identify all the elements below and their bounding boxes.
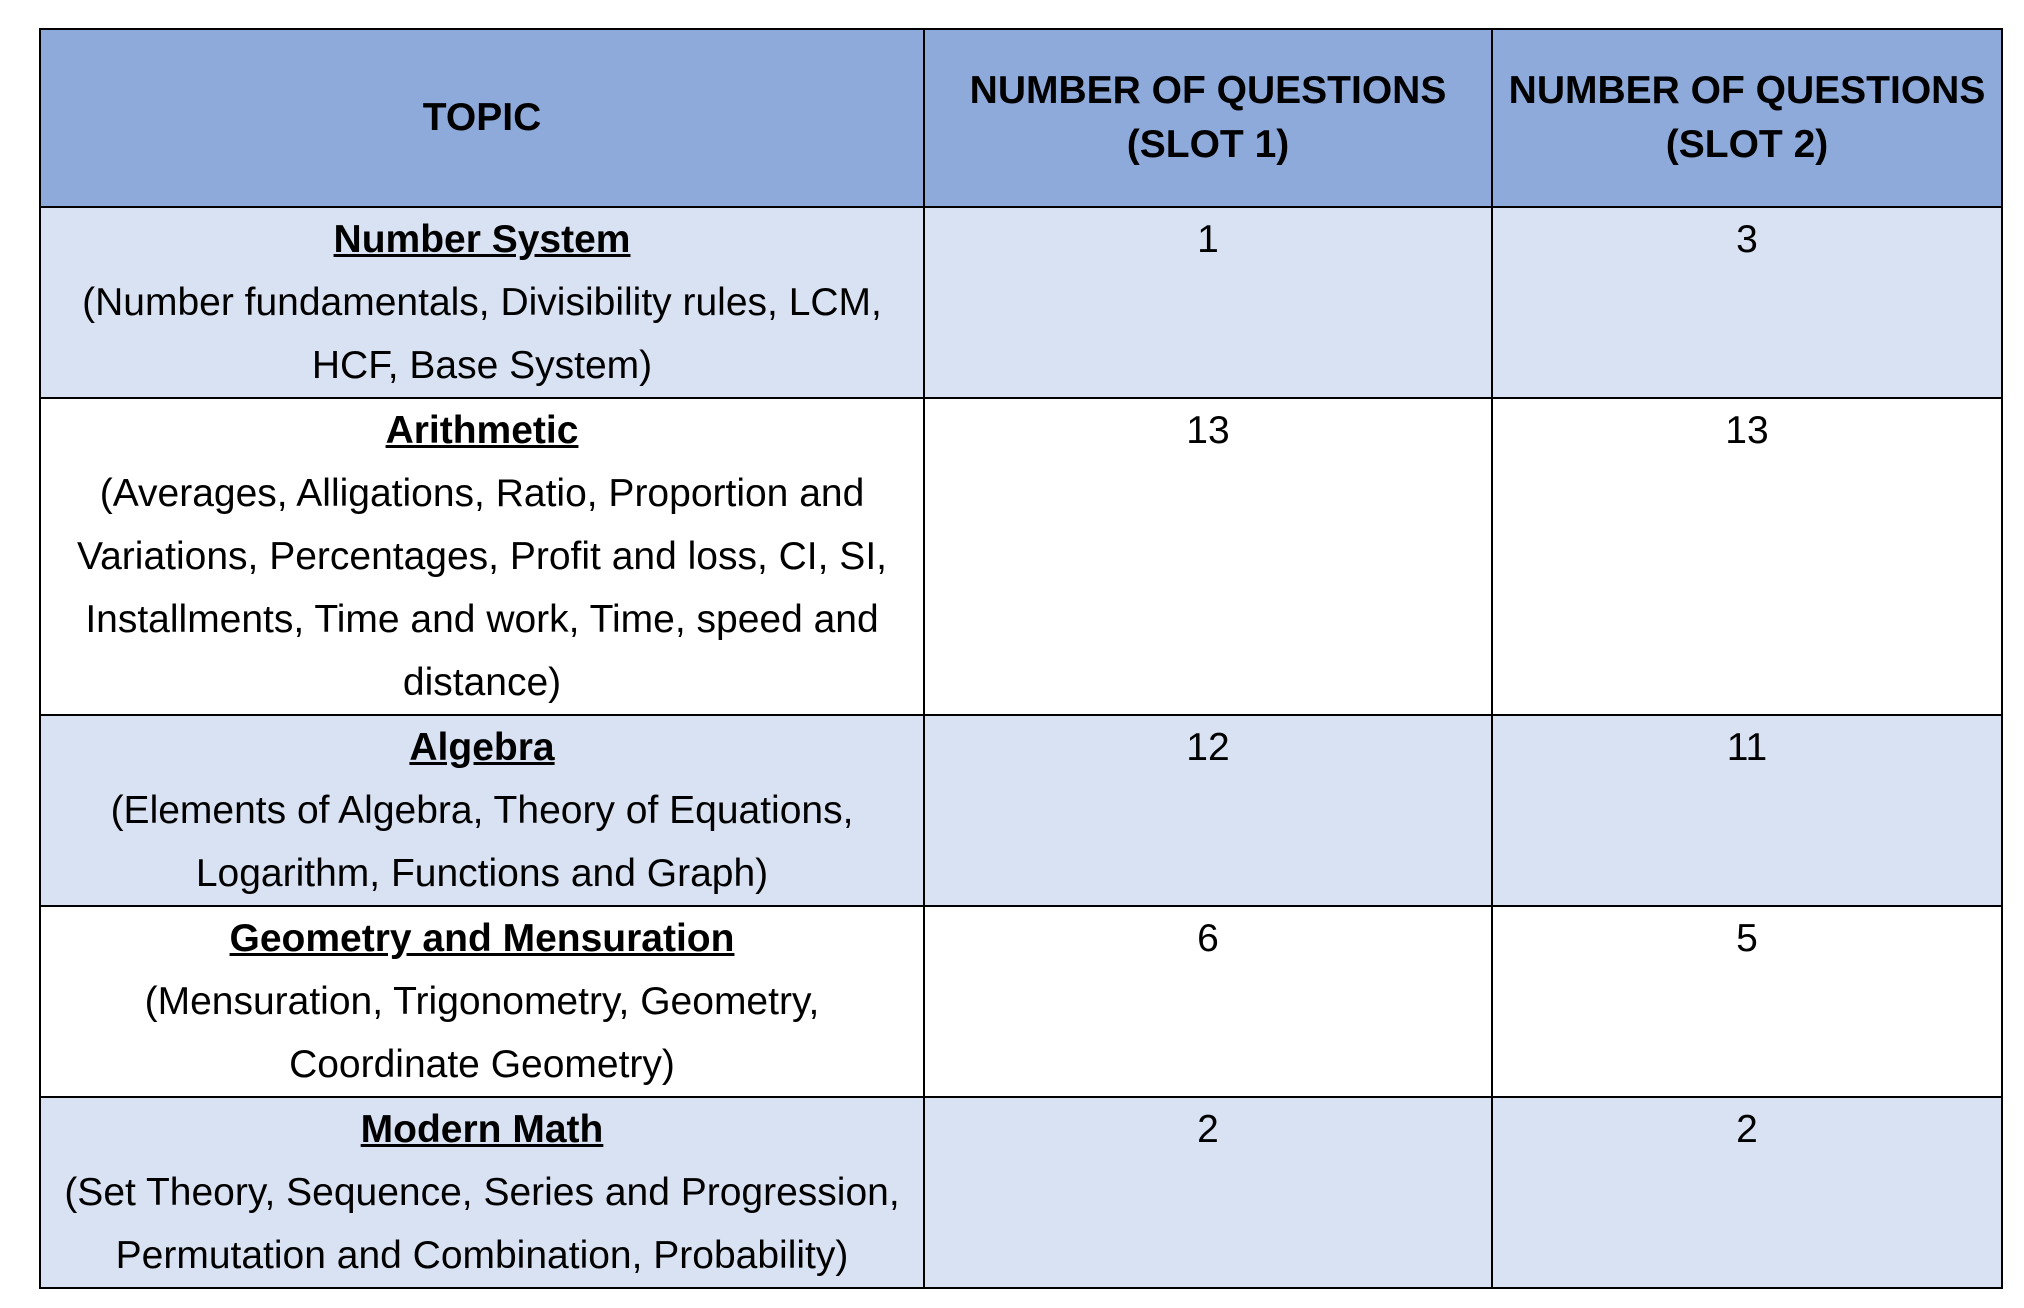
slot-1-count: 2: [924, 1097, 1492, 1288]
header-slot-2-line-1: NUMBER OF QUESTIONS: [1508, 69, 1986, 112]
table-row: [40, 715, 2002, 906]
slot-2-count: 11: [1492, 715, 2002, 906]
topic-cell: [40, 207, 924, 398]
slot-1-count: 13: [924, 398, 1492, 715]
topic-description: (Averages, Alligations, Ratio, Proportion and Variations, Percentages, Profit and loss, CI, SI, Installments, Time and work, Time, speed and distance): [77, 472, 887, 704]
table-row: [40, 1097, 2002, 1288]
header-topic-label: TOPIC: [422, 96, 542, 139]
topic-description: (Elements of Algebra, Theory of Equations, Logarithm, Functions and Graph): [110, 789, 854, 895]
topic-name: Number System: [333, 218, 631, 261]
slot-1-count: 6: [924, 906, 1492, 1097]
topic-cell: [40, 715, 924, 906]
slot-2-count: 5: [1492, 906, 2002, 1097]
header-slot-2-line-2: (SLOT 2): [1665, 123, 1829, 166]
header-slot-1: [924, 29, 1492, 207]
slot-2-count: 13: [1492, 398, 2002, 715]
header-row: [40, 29, 2002, 207]
topic-cell: [40, 1097, 924, 1288]
topic-name: Modern Math: [360, 1108, 604, 1151]
questions-distribution-table: [39, 28, 2003, 1289]
slot-2-count: 2: [1492, 1097, 2002, 1288]
slot-1-count: 1: [924, 207, 1492, 398]
topic-name: Geometry and Mensuration: [229, 917, 735, 960]
topic-cell: [40, 398, 924, 715]
slot-2-count: 3: [1492, 207, 2002, 398]
table-row: [40, 906, 2002, 1097]
header-slot-1-line-2: (SLOT 1): [1126, 123, 1290, 166]
table-header: [40, 29, 2002, 207]
header-slot-1-line-1: NUMBER OF QUESTIONS: [969, 69, 1447, 112]
header-slot-2: [1492, 29, 2002, 207]
table-row: [40, 398, 2002, 715]
topic-description: (Mensuration, Trigonometry, Geometry, Coordinate Geometry): [144, 980, 820, 1086]
table-row: [40, 207, 2002, 398]
topic-cell: [40, 906, 924, 1097]
header-topic: [40, 29, 924, 207]
slot-1-count: 12: [924, 715, 1492, 906]
table-body: [40, 207, 2002, 1288]
topic-description: (Set Theory, Sequence, Series and Progression, Permutation and Combination, Probability): [64, 1171, 900, 1277]
topic-description: (Number fundamentals, Divisibility rules, LCM, HCF, Base System): [82, 281, 882, 387]
topic-name: Algebra: [409, 726, 555, 769]
topic-name: Arithmetic: [385, 409, 579, 452]
